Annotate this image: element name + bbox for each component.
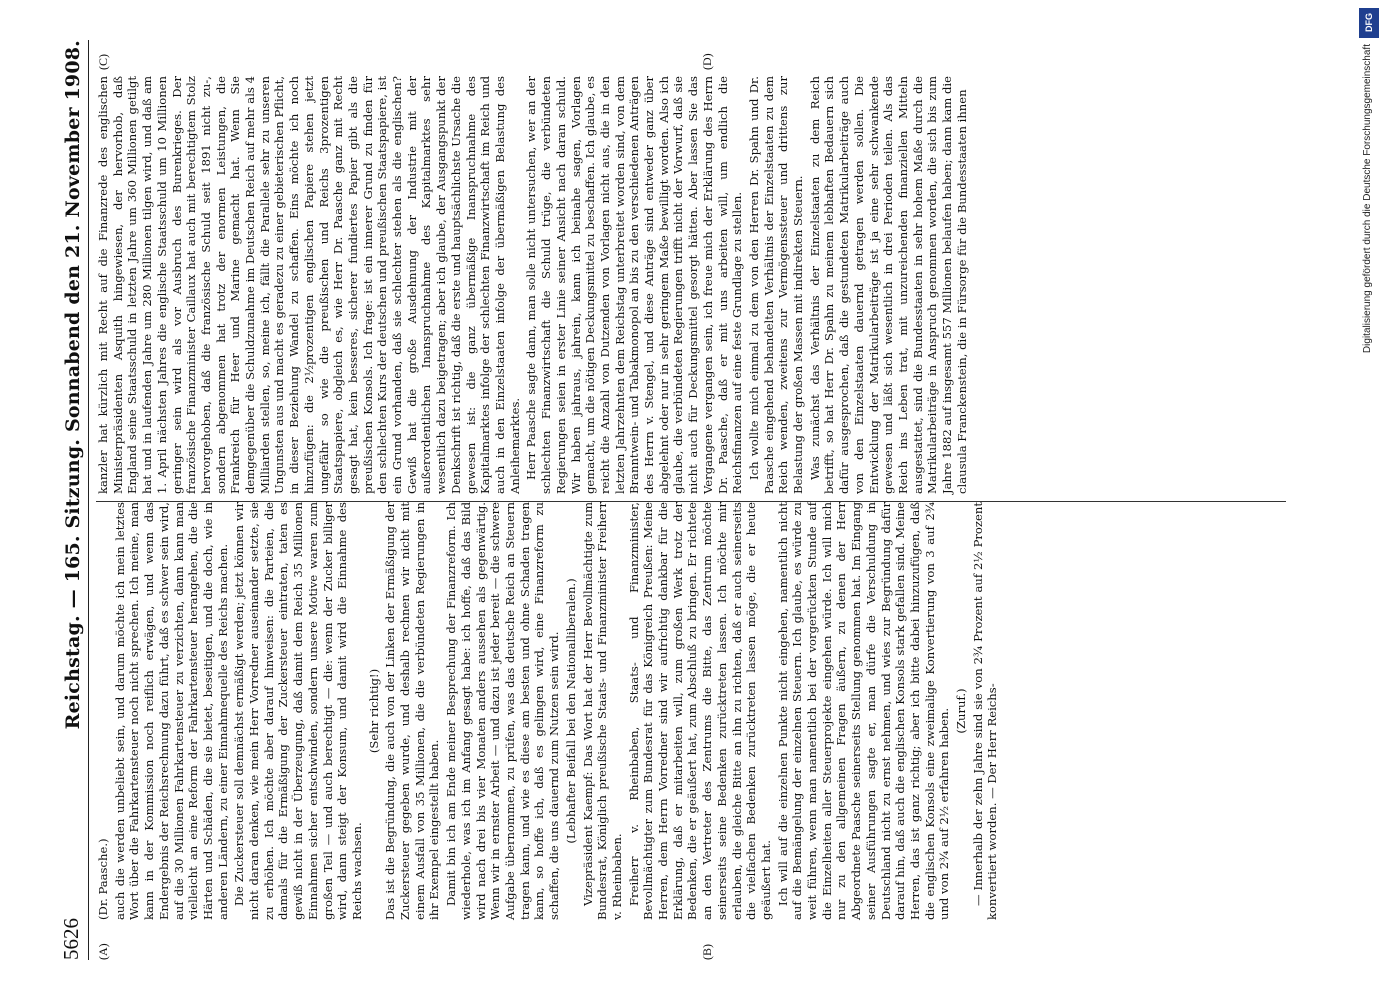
paragraph: Vizepräsident Kaempf: Das Wort hat der Herr Bevollmächtigte zum Bundesrat, Königlich preußische Staats- und Finanzminister Freiherr v. Rheinbaben. — [580, 502, 624, 920]
paragraph: Das ist die Begründung, die auch von der Linken der Ermäßigung der Zuckersteuer gegeben wurde, und deshalb rechnen wir nicht mit einem Ausfall von 35 Millionen, die die verbündeten Regierungen in ihr Exempel eingestellt haben. — [383, 502, 442, 920]
page-title: Reichstag. — 165. Sitzung. Sonnabend den 21. November 1908. — [62, 40, 84, 730]
paragraph: Freiherr v. Rheinbaben, Staats- und Finanzminister, Bevollmächtigter zum Bundesrat für das Königreich Preußen: Meine Herren, dem Herrn Vorredner sind wir aufrichtig dankbar für die Erklärung, daß er mitarbeiten will, zum großen Werk trotz der Bedenken, die er geäußert hat, zum Abschluß zu bringen. Er richtete an den Vertreter des Zentrums die Bitte, das Zentrum möchte seinerseits seine Bedenken zurücktreten lassen. Ich möchte mir erlauben, die gleiche Bitte an ihn zu richten, daß er auch seinerseits die vielfachen Bedenken zurücktreten lassen möge, die er heute geäußert hat. — [626, 502, 773, 920]
paragraph: Herr Paasche sagte dann, man solle nicht untersuchen, wer an der schlechten Finanzwirtschaft die Schuld trüge, die verbündeten Regierungen seien in erster Linie seiner Ansicht nach daran schuld. Wir haben jahraus, jahrein, kann ich beinahe sagen, Vorlagen gemacht, um die nötigen Deckungsmittel zu beschaffen. Ich glaube, es reicht die Anzahl von Dutzenden von Vorlagen nicht aus, die in den letzten Jahrzehnten dem Reichstag unterbreitet worden sind, von dem Branntwein- und Tabakmonopol an bis zu den verschiedenen Anträgen des Herrn v. Stengel, und diese Anträge sind entweder ganz über abgelehnt oder nur in sehr geringem Maße bewilligt worden. Also ich glaube, die verbündeten Regierungen trifft nicht der Vorwurf, daß sie nicht auch für Deckungsmittel gesorgt hätten. Aber lassen Sie das Vergangene vergangen sein, ich freue mich der Erklärung des Herrn Dr. Paasche, daß er mit uns arbeiten will, um endlich die Reichsfinanzen auf eine feste Grundlage zu stellen. — [524, 76, 745, 494]
paragraph: Ich will auf die einzelnen Punkte nicht eingehen, namentlich nicht auf die Bemängelung der einzelnen Steuern. Ich glaube, es würde zu weit führen, wenn man namentlich bei der vorgerückten Stunde auf die Einzelheiten aller Steuerprojekte eingehen würde. Ich will mich nur zu den allgemeinen Fragen äußern, zu denen der Herr Abgeordnete Paasche seinerseits Stellung genommen hat. Im Eingang seiner Ausführungen sagte er, man dürfe die Verschuldung in Deutschland nicht zu ernst nehmen, und wies zur Begründung dafür darauf hin, daß auch die englischen Konsols stark gefallen sind. Meine Herren, das ist ganz richtig; aber ich bitte dabei hinzuzufügen, daß die englischen Konsols eine zweimalige Konvertierung von 3 auf 2¾ und von 2¾ auf 2½ erfahren haben. — [775, 502, 952, 920]
column-divider — [96, 501, 1286, 502]
paragraph: (Dr. Paasche.) — [96, 838, 110, 920]
interjection: (Sehr richtig!) — [366, 668, 381, 754]
paragraph: Damit bin ich am Ende meiner Besprechung der Finanzreform. Ich wiederhole, was ich im Anfang gesagt habe: ich hoffe, daß das Bild wird nach drei bis vier Monaten anders aussehen als gegenwärtig. Wenn wir in ernster Arbeit — und dazu ist jeder bereit — die schwere Aufgabe übernommen, zu prüfen, was das deutsche Reich an Steuern tragen kann, und wie es diese am besten und ohne Schaden tragen kann, so hoffe ich, daß es gelingen wird, eine Finanzreform zu schaffen, die uns dauernd zum Nutzen sein wird. — [444, 502, 562, 920]
paragraph: — Innerhalb der zehn Jahre sind sie von 2¾ Prozent auf 2½ Prozent konvertiert worden. — Der Herr Reichs- — [970, 502, 1000, 920]
margin-letter-b: (B) — [700, 944, 714, 960]
paragraph: kanzler hat kürzlich mit Recht auf die Finanzrede des englischen Ministerpräsidenten Asquith hingewiesen, der hervorhob, daß England seine Staatsschuld in letzten Jahre um 360 Millionen getilgt hat und in laufenden Jahre um 280 Millionen tilgen wird, und daß am 1. April nächsten Jahres die englische Staatsschuld um 10 Millionen geringer sein wird als vor Ausbruch des Burenkrieges. Der französische Finanzminister Caillaux hat auch mit berechtigtem Stolz hervorgehoben, daß die französische Schuld seit 1891 nicht zu-, sondern abgenommen hat trotz der enormen Leistungen, die Frankreich für Heer und Marine gemacht hat. Wenn Sie demgegenüber die Schuldzunahme im Deutschen Reich auf mehr als 4 Milliarden stellen, so, meine ich, fällt die Parallele sehr zu unseren Ungunsten aus und macht es geradezu zu einer gebieterischen Pflicht, in dieser Beziehung Wandel zu schaffen. Eins möchte ich noch hinzufügen: die 2½prozentigen englischen Papiere stehen jetzt ungefähr so wie die preußischen und Reichs 3prozentigen Staatspapiere, obgleich es, wie Herr Dr. Paasche ganz mit Recht gesagt hat, kein besseres, sicherer fundiertes Papier gibt als die preußischen Konsols. Ich frage: ist ein innerer Grund zu finden für den schlechten Kurs der deutschen und preußischen Staatspapiere, ist ein Grund vorhanden, daß sie schlechter stehen als die englischen? Gewiß hat die große Ausdehnung der Industrie mit der außerordentlichen Inanspruchnahme des Kapitalmarktes sehr wesentlich dazu beigetragen; aber ich glaube, der Ausgangspunkt der Denkschrift ist richtig, daß die erste und hauptsächlichste Ursache die gewesen ist: die ganz übermäßige Inanspruchnahme des Kapitalmarktes infolge der schlechten Finanzwirtschaft im Reich und auch in den Einzelstaaten infolge der übermäßigen Belastung des Anleihemarktes. — [96, 76, 522, 494]
left-column — [96, 502, 1002, 920]
margin-letter-a: (A) — [96, 943, 110, 960]
page-header — [52, 40, 89, 960]
paragraph: Was zunächst das Verhältnis der Einzelstaaten zu dem Reich betrifft, so hat Herr Dr. Spahn zu meinem lebhaften Bedauern sich dafür ausgesprochen, daß die gestundeten Matrikularbeiträge auch von den Einzelstaaten dauernd getragen werden sollen. Die Entwicklung der Matrikularbeiträge ist ja eine sehr schwankende gewesen und läßt sich wesentlich in drei Perioden teilen. Als das Reich ins Leben trat, mit unzureichenden finanziellen Mitteln ausgestattet, sind die Bundesstaaten in sehr hohem Maße durch die Matrikularbeiträge in Anspruch genommen worden, die sich bis zum Jahre 1882 auf insgesamt 557 Millionen belaufen haben; dann kam die clausula Franckenstein, die in Fürsorge für die Bundesstaaten ihnen — [807, 76, 969, 494]
digitization-sidebar — [1359, 8, 1381, 648]
right-column — [96, 76, 971, 494]
page-number: 5626 — [59, 918, 83, 960]
paragraph: Die Zuckersteuer soll demnächst ermäßigt werden; jetzt können wir nicht daran denken, wie mein Herr Vorredner auseinander setzte, sie zu erhöhen. Ich möchte aber darauf hinweisen: die Parteien, die damals für die Ermäßigung der Zuckersteuer eintraten, taten es gewiß nicht in der Überzeugung, daß damit dem Reich 35 Millionen Einnahmen sicher entschwinden, sondern unsere Motive waren zum großen Teil — und auch berechtigt — die: wenn der Zucker billiger wird, dann steigt der Konsum, und damit wird die Einnahme des Reichs wachsen. — [232, 502, 364, 920]
paragraph: auch die werden unbeliebt sein, und darum möchte ich mein letztes Wort über die Fahrkartensteuer noch nicht sprechen. Ich meine, man kann in der Kommission noch reiflich erwägen, und wenn das Endergebnis der Reichsrechnung dazu führt, daß es schwer sein wird, auf die 30 Millionen Fahrkartensteuer zu verzichten, dann kann man vielleicht an eine Reform der Fahrkartensteuer herangehen, die die Härten und Schäden, die sie bietet, beseitigen, und die doch, wie in anderen Ländern, zu einer Einnahmequelle des Reichs machen. — [112, 502, 230, 920]
margin-letter-d: (D) — [700, 53, 714, 70]
paragraph: Ich wollte mich einmal zu dem von den Herren Dr. Spahn und Dr. Paasche eingehend behandelten Verhältnis der Einzelstaaten zu dem Reich wenden, zweitens zur Vermögenssteuer und drittens zur Belastung der großen Massen mit indirekten Steuern. — [746, 76, 806, 494]
interjection: (Lebhafter Beifall bei den Nationalliberalen.) — [563, 578, 578, 844]
digitization-credit: Digitalisierung gefördert durch die Deutsche Forschungsgemeinschaft — [1362, 44, 1373, 354]
dfg-logo: DFG — [1359, 8, 1379, 38]
margin-letter-c: (C) — [96, 54, 110, 70]
interjection: (Zuruf.) — [954, 688, 969, 734]
